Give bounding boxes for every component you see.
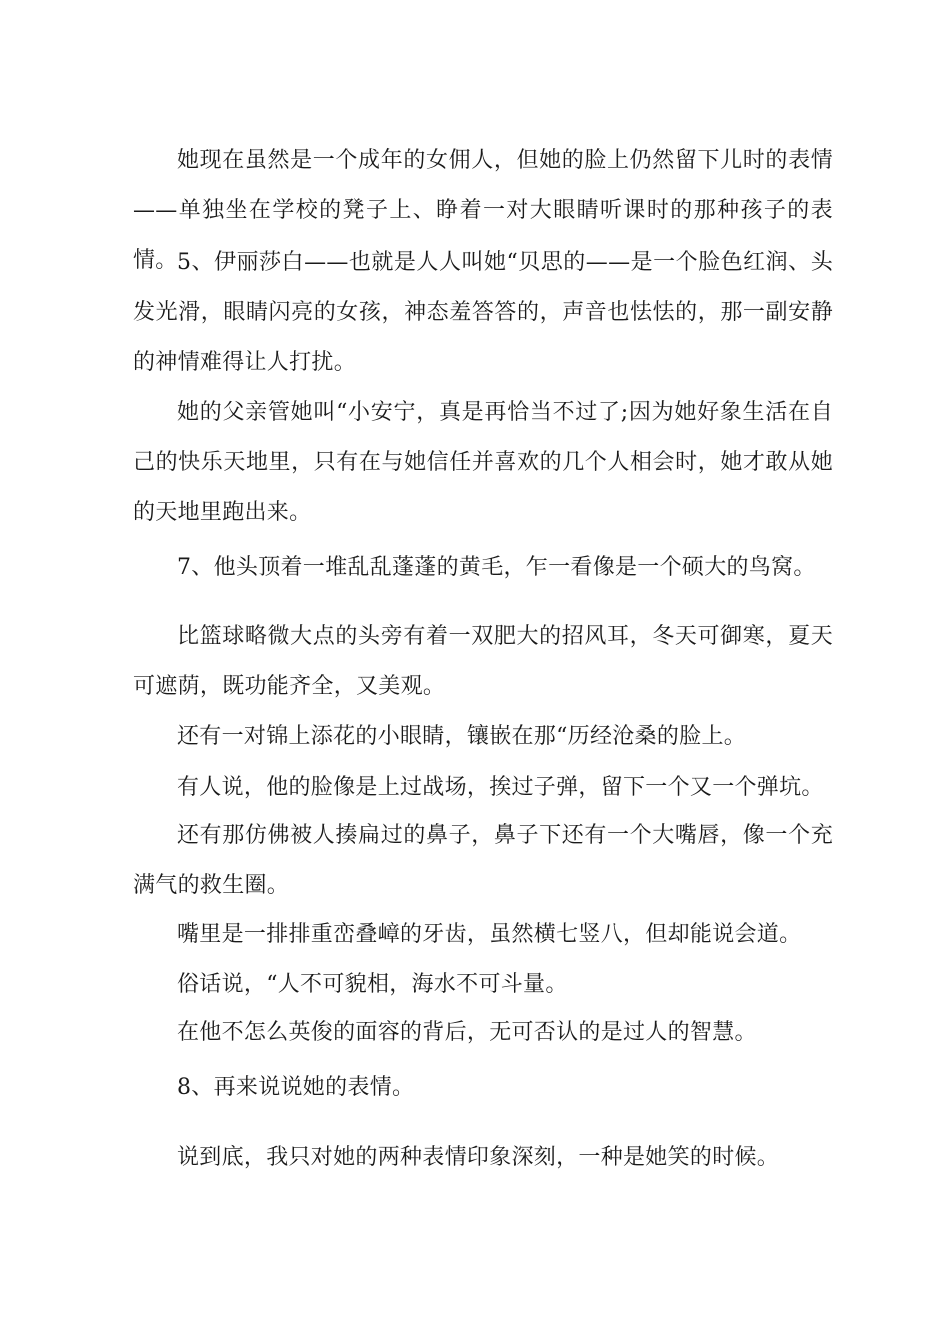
paragraph-6: 还有一对锦上添花的小眼睛，镶嵌在那“历经沧桑的脸上。 (177, 724, 747, 749)
paragraph-7: 有人说，他的脸像是上过战场，挨过子弹，留下一个又一个弹坑。 (177, 775, 824, 800)
paragraph-12: 8、再来说说她的表情。 (177, 1075, 415, 1100)
paragraph-10: 俗话说，“人不可貌相，海水不可斗量。 (177, 972, 568, 997)
paragraph-5: 比篮球略微大点的头旁有着一双肥大的招风耳，冬天可御寒，夏天可遮荫，既功能齐全，又美观。 (133, 624, 833, 699)
paragraph-2: 5、伊丽莎白——也就是人人叫她“贝思的——是一个脸色红润、头发光滑，眼睛闪亮的女孩，神态羞答答的，声音也怯怯的，那一副安静的神情难得让人打扰。 (133, 250, 833, 375)
paragraph-13: 说到底，我只对她的两种表情印象深刻，一种是她笑的时候。 (177, 1145, 780, 1170)
paragraph-4: 7、他头顶着一堆乱乱蓬蓬的黄毛，乍一看像是一个硕大的鸟窝。 (177, 555, 816, 580)
paragraph-8: 还有那仿佛被人揍扁过的鼻子，鼻子下还有一个大嘴唇，像一个充满气的救生圈。 (133, 823, 833, 898)
paragraph-11: 在他不怎么英俊的面容的背后，无可否认的是过人的智慧。 (177, 1020, 757, 1045)
paragraph-9: 嘴里是一排排重峦叠嶂的牙齿，虽然横七竖八，但却能说会道。 (177, 922, 802, 947)
paragraph-3: 她的父亲管她叫“小安宁，真是再恰当不过了;因为她好象生活在自己的快乐天地里，只有在与她信任并喜欢的几个人相会时，她才敢从她的天地里跑出来。 (133, 400, 833, 525)
paragraph-1: 她现在虽然是一个成年的女佣人，但她的脸上仍然留下儿时的表情——单独坐在学校的凳子上、睁着一对大眼睛听课时的那种孩子的表情。 (133, 148, 833, 273)
